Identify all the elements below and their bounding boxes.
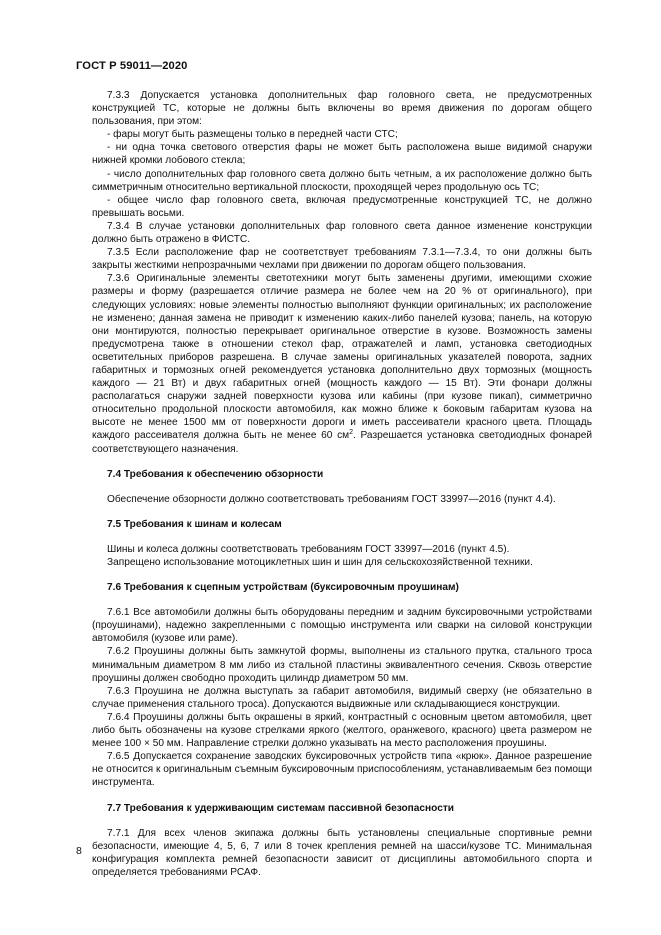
paragraph-7-6-3: 7.6.3 Проушина не должна выступать за габарит автомобиля, видимый сверху (не обязательно в случае применения стального троса). Допускаются выдвижные или складывающиеся конструкции.	[92, 685, 592, 710]
paragraph-7-7-1: 7.7.1 Для всех членов экипажа должны быть установлены специальные спортивные ремни безопасности, имеющие 4, 5, 6, 7 или 8 точек крепления ремней на шасси/кузове ТС. Минимальная конфигурация комплекта ремней безопасности зависит от дисциплины автомобильного спорта и определяется требованиями РСАФ.	[92, 827, 592, 878]
spacer	[92, 456, 592, 468]
spacer	[92, 569, 592, 581]
spacer	[92, 481, 592, 493]
document-header: ГОСТ Р 59011—2020	[76, 60, 188, 72]
paragraph-7-6-1: 7.6.1 Все автомобили должны быть оборудованы передним и задним буксировочными устройствами (проушинами), надежно закрепленными с помощью инструмента или сварки на силовой конструкции автомобиля (кузове или раме).	[92, 607, 592, 645]
spacer	[92, 594, 592, 606]
paragraph-7-6-4: 7.6.4 Проушины должны быть окрашены в яркий, контрастный с основным цветом автомобиля, цвет либо быть обозначены на кузове стрелками яркого (желтого, оранжевого, красного) цвета размером не менее 100 × 50 мм. Направление стрелки должно указывать на место расположения проушины.	[92, 711, 592, 750]
section-heading-7-5: 7.5 Требования к шинам и колесам	[107, 518, 282, 530]
superscript-2: 2	[349, 429, 354, 437]
paragraph-7-3-5: 7.3.5 Если расположение фар не соответствует требованиям 7.3.1—7.3.4, то они должны быть закрыты жесткими непрозрачными чехлами при движении по дорогам общего пользования.	[92, 247, 592, 272]
paragraph-7-3-6	[92, 272, 592, 455]
list-item: - ни одна точка светового отверстия фары не может быть расположена выше видимой снаружи нижней кромки лобового стекла;	[92, 142, 592, 167]
list-item: - фары могут быть размещены только в передней части СТС;	[107, 129, 398, 141]
paragraph-7-3-3: 7.3.3 Допускается установка дополнительных фар головного света, не предусмотренных конструкцией ТС, которые не должны быть включены во время движения по дорогам общего пользования, при этом:	[92, 90, 592, 128]
spacer	[92, 815, 592, 827]
paragraph-7-3-4: 7.3.4 В случае установки дополнительных фар головного света данное изменение конструкции должно быть отражено в ФИСТС.	[92, 220, 592, 246]
spacer	[92, 790, 592, 802]
page-number: 8	[76, 845, 82, 857]
paragraph-7-6-5: 7.6.5 Допускается сохранение заводских буксировочных устройств типа «крюк». Данное разрешение не относится к оригинальным съемным буксировочным приспособлениям, устанавливаемым без помощи инструмента.	[92, 751, 592, 789]
document-body	[92, 89, 592, 879]
paragraph-7-5-b: Запрещено использование мотоциклетных шин и шин для сельскохозяйственной техники.	[107, 557, 533, 568]
paragraph-7-3-6-tail: . Разрешается установка светодиодных фонарей соответствующего назначения.	[92, 430, 593, 455]
paragraph-7-6-2: 7.6.2 Проушины должны быть замкнутой формы, выполнены из стального прутка, стального троса минимальным диаметром 8 мм либо из стальной пластины эквивалентного сечения. Сквозь отверстие проушины должен свободно проходить цилиндр диаметром 50 мм.	[92, 646, 592, 684]
list-item: - общее число фар головного света, включая предусмотренные конструкцией ТС, не должно превышать восьми.	[92, 194, 592, 219]
section-heading-7-6: 7.6 Требования к сцепным устройствам (буксировочным проушинам)	[107, 582, 459, 594]
paragraph-7-5-a: Шины и колеса должны соответствовать требованиям ГОСТ 33997—2016 (пункт 4.5).	[107, 543, 510, 555]
paragraph-7-3-6-text: 7.3.6 Оригинальные элементы светотехники могут быть заменены другими, имеющими схожие размеры и форму (разрешается отличие размера не более чем на 20 % от оригинального), при следующих условиях: новые элементы полностью выполняют функции оригинальных; их расположение не изменено; данная замена не приводит к изменению каких-либо панелей кузова; панель, на которую они монтируются, полностью перекрывает оригинальное отверстие в кузове. Возможность замены предусмотрена также в отношении стекол фар, отражателей и ламп, установка светодиодных осветительных приборов разрешена. В случае замены оригинальных указателей поворота, задних габаритных и тормозных огней рекомендуется установка дополнительно двух тормозных (мощность каждого — 21 Вт) и двух габаритных огней (мощность каждого — 15 Вт). Эти фонари должны располагаться снаружи задней поверхности кузова или кабины (при кузове пикап), симметрично относительно продольной плоскости автомобиля, как можно ближе к боковым габаритам кузова на высоте не менее 1500 мм от поверхности дороги и иметь рассеиватели красного цвета. Площадь каждого рассеивателя должна быть не менее 60 см	[92, 273, 592, 442]
spacer	[92, 531, 592, 543]
list-item: - число дополнительных фар головного света должно быть четным, а их расположение должно быть симметричным относительно вертикальной плоскости, проходящей через продольную ось ТС;	[92, 168, 592, 193]
paragraph-7-4: Обеспечение обзорности должно соответствовать требованиям ГОСТ 33997—2016 (пункт 4.4).	[107, 493, 556, 505]
section-heading-7-7: 7.7 Требования к удерживающим системам пассивной безопасности	[107, 802, 455, 814]
spacer	[92, 506, 592, 518]
section-heading-7-4: 7.4 Требования к обеспечению обзорности	[107, 468, 324, 480]
